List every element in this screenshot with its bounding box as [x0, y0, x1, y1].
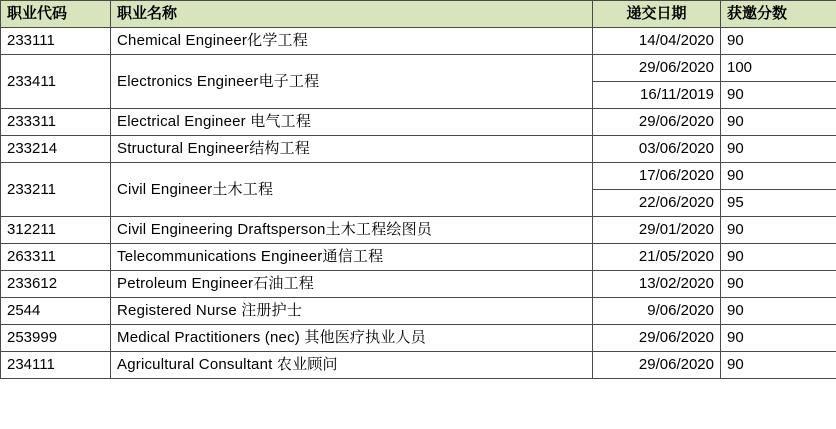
column-header-name: 职业名称: [111, 1, 593, 28]
cell-submission-date: 14/04/2020: [593, 28, 721, 55]
cell-invitation-score: 90: [721, 217, 836, 244]
cell-occupation-name: Medical Practitioners (nec) 其他医疗执业人员: [111, 325, 593, 352]
table-row: [1, 217, 836, 244]
column-header-score: 获邀分数: [721, 1, 836, 28]
cell-submission-date: 29/06/2020: [593, 55, 721, 82]
cell-occupation-name: Petroleum Engineer石油工程: [111, 271, 593, 298]
cell-submission-date: 9/06/2020: [593, 298, 721, 325]
cell-invitation-score: 90: [721, 28, 836, 55]
cell-occupation-code: 233211: [1, 163, 111, 217]
cell-invitation-score: 90: [721, 163, 836, 190]
table-row: [1, 325, 836, 352]
cell-occupation-code: 233411: [1, 55, 111, 109]
cell-submission-date: 16/11/2019: [593, 82, 721, 109]
cell-invitation-score: 90: [721, 352, 836, 379]
cell-occupation-name: Electrical Engineer 电气工程: [111, 109, 593, 136]
cell-submission-date: 29/01/2020: [593, 217, 721, 244]
cell-invitation-score: 90: [721, 244, 836, 271]
cell-invitation-score: 90: [721, 136, 836, 163]
cell-occupation-code: 234111: [1, 352, 111, 379]
table-row: [1, 55, 836, 82]
table-header-row: [1, 1, 836, 28]
cell-occupation-name: Telecommunications Engineer通信工程: [111, 244, 593, 271]
cell-occupation-name: Agricultural Consultant 农业顾问: [111, 352, 593, 379]
table-row: [1, 352, 836, 379]
cell-occupation-code: 233612: [1, 271, 111, 298]
cell-invitation-score: 95: [721, 190, 836, 217]
cell-invitation-score: 90: [721, 325, 836, 352]
cell-occupation-name: Civil Engineering Draftsperson土木工程绘图员: [111, 217, 593, 244]
cell-invitation-score: 90: [721, 271, 836, 298]
cell-occupation-code: 253999: [1, 325, 111, 352]
table-row: [1, 136, 836, 163]
cell-occupation-code: 263311: [1, 244, 111, 271]
table-row: [1, 28, 836, 55]
cell-occupation-code: 312211: [1, 217, 111, 244]
table-row: [1, 109, 836, 136]
cell-submission-date: 03/06/2020: [593, 136, 721, 163]
cell-occupation-name: Structural Engineer结构工程: [111, 136, 593, 163]
cell-occupation-code: 233111: [1, 28, 111, 55]
table-row: [1, 244, 836, 271]
table-row: [1, 271, 836, 298]
column-header-date: 递交日期: [593, 1, 721, 28]
cell-submission-date: 29/06/2020: [593, 109, 721, 136]
table-row: [1, 298, 836, 325]
cell-occupation-code: 233214: [1, 136, 111, 163]
table-header: [1, 1, 836, 28]
cell-submission-date: 29/06/2020: [593, 325, 721, 352]
cell-occupation-code: 233311: [1, 109, 111, 136]
cell-submission-date: 29/06/2020: [593, 352, 721, 379]
cell-invitation-score: 100: [721, 55, 836, 82]
cell-submission-date: 13/02/2020: [593, 271, 721, 298]
cell-occupation-name: Electronics Engineer电子工程: [111, 55, 593, 109]
cell-occupation-name: Civil Engineer土木工程: [111, 163, 593, 217]
cell-invitation-score: 90: [721, 109, 836, 136]
cell-invitation-score: 90: [721, 298, 836, 325]
cell-occupation-name: Registered Nurse 注册护士: [111, 298, 593, 325]
table-body: [1, 28, 836, 379]
column-header-code: 职业代码: [1, 1, 111, 28]
cell-invitation-score: 90: [721, 82, 836, 109]
cell-occupation-name: Chemical Engineer化学工程: [111, 28, 593, 55]
table-row: [1, 163, 836, 190]
cell-submission-date: 17/06/2020: [593, 163, 721, 190]
cell-occupation-code: 2544: [1, 298, 111, 325]
cell-submission-date: 22/06/2020: [593, 190, 721, 217]
cell-submission-date: 21/05/2020: [593, 244, 721, 271]
